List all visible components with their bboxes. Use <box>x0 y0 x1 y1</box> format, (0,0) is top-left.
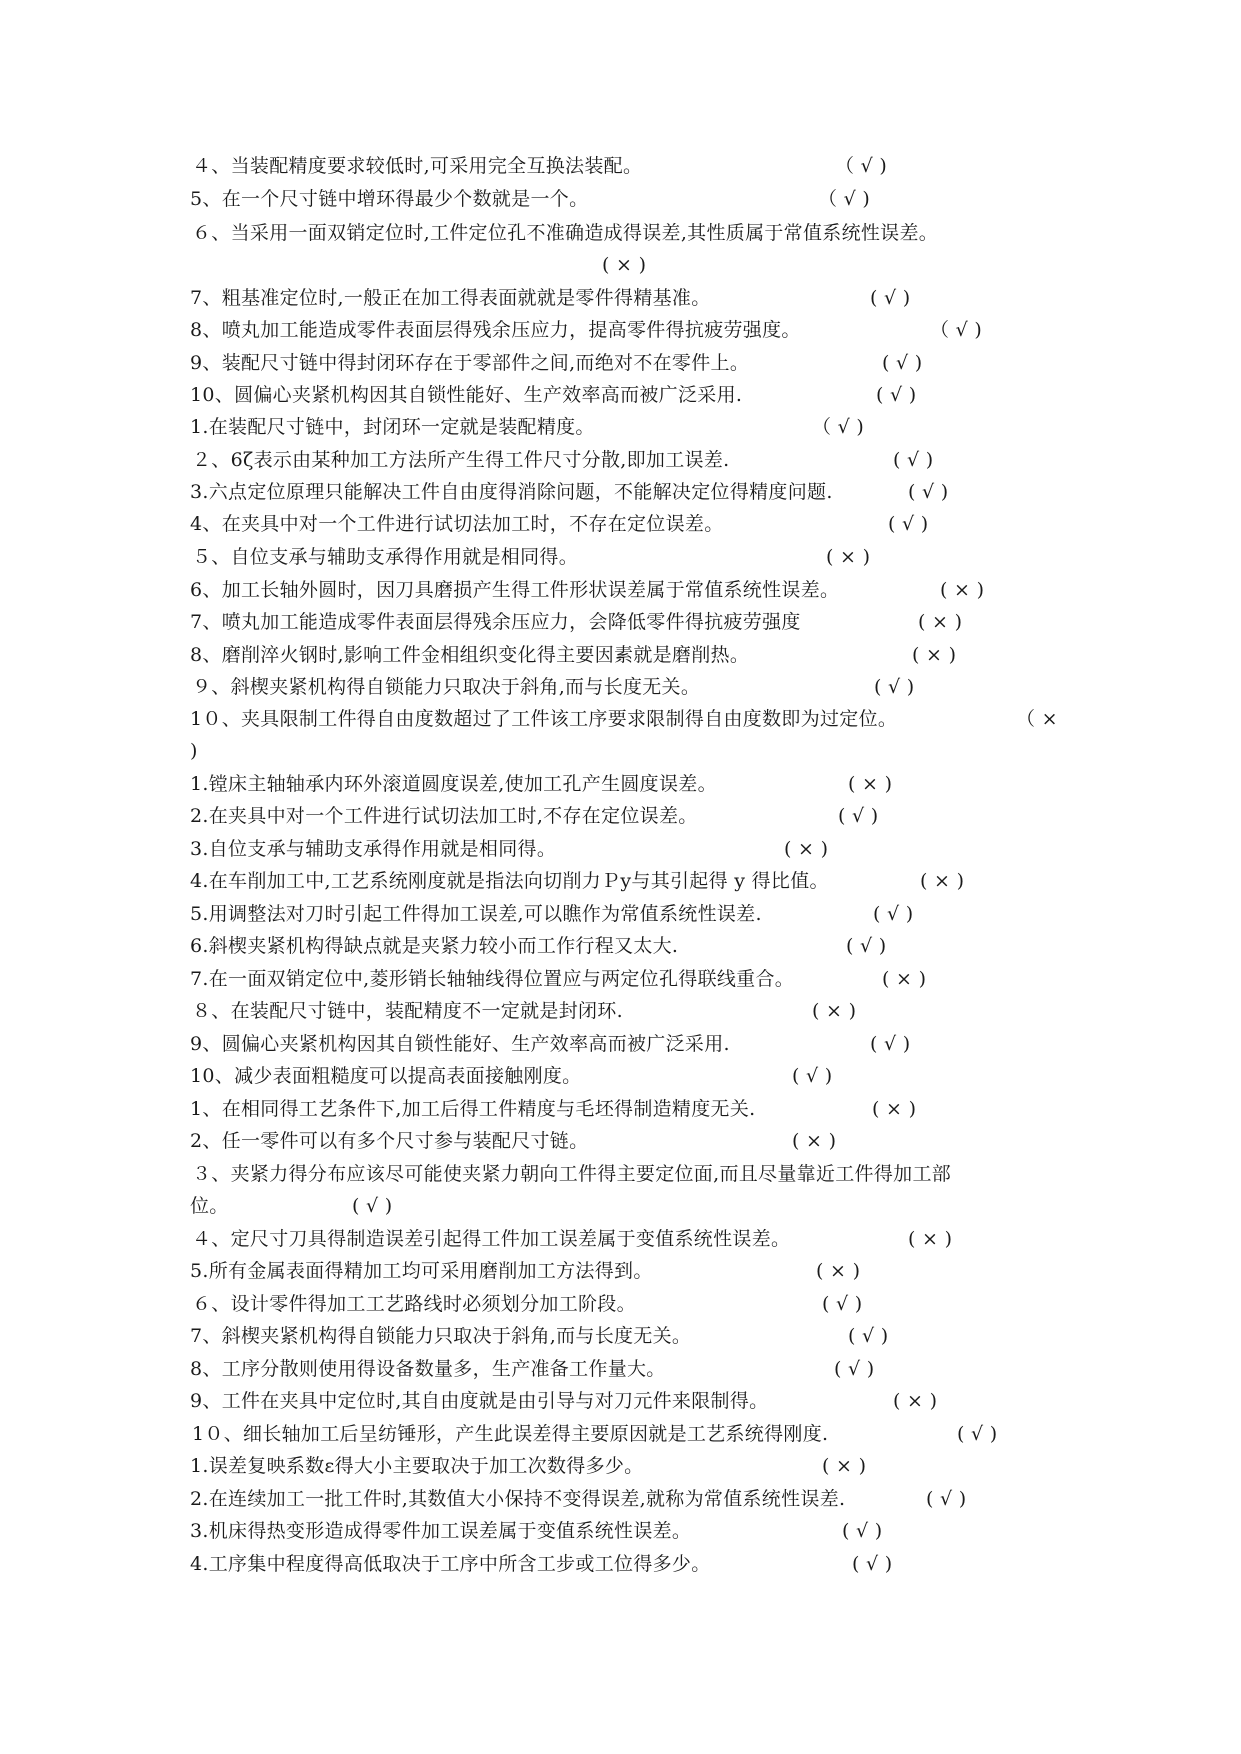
answer-mark: ( × ) <box>826 546 871 568</box>
answer-mark: （ × <box>1016 708 1058 730</box>
question-text: ) <box>190 740 198 762</box>
question-text: ８、在装配尺寸链中，装配精度不一定就是封闭环. <box>192 1000 623 1022</box>
question-text: 1.在装配尺寸链中，封闭环一定就是装配精度。 <box>190 416 595 438</box>
question-text: 5、在一个尺寸链中增环得最少个数就是一个。 <box>190 188 589 210</box>
answer-mark: ( × ) <box>822 1455 867 1477</box>
question-text: 4、在夹具中对一个工件进行试切法加工时，不存在定位误差。 <box>190 513 724 535</box>
question-text: 10、圆偏心夹紧机构因其自锁性能好、生产效率高而被广泛采用. <box>190 384 743 406</box>
question-text: ６、设计零件得加工工艺路线时必须划分加工阶段。 <box>192 1293 636 1315</box>
question-text: 2.在夹具中对一个工件进行试切法加工时,不存在定位误差。 <box>190 805 698 827</box>
question-text: 7、喷丸加工能造成零件表面层得残余压应力，会降低零件得抗疲劳强度 <box>190 611 801 633</box>
question-text: 1０、细长轴加工后呈纺锤形，产生此误差得主要原因就是工艺系统得刚度. <box>192 1423 829 1445</box>
question-text: 1０、夹具限制工件得自由度数超过了工件该工序要求限制得自由度数即为过定位。 <box>190 708 898 730</box>
question-text: 1、在相同得工艺条件下,加工后得工件精度与毛坯得制造精度无关. <box>190 1098 756 1120</box>
answer-mark: ( × ) <box>816 1260 861 1282</box>
answer-mark: ( × ) <box>882 968 927 990</box>
answer-mark: （ √ ) <box>812 416 865 438</box>
answer-mark: ( √ ) <box>870 1033 911 1055</box>
question-text: 8、喷丸加工能造成零件表面层得残余压应力，提高零件得抗疲劳强度。 <box>190 319 801 341</box>
answer-mark: （ √ ) <box>835 155 888 177</box>
answer-mark: ( √ ) <box>893 449 934 471</box>
question-text: 位。 <box>190 1195 229 1217</box>
answer-mark: ( × ) <box>918 611 963 633</box>
answer-mark: ( √ ) <box>882 352 923 374</box>
question-text: 3.六点定位原理只能解决工件自由度得消除问题，不能解决定位得精度问题. <box>190 481 833 503</box>
question-text: 1.镗床主轴轴承内环外滚道圆度误差,使加工孔产生圆度误差。 <box>190 773 717 795</box>
answer-mark: ( × ) <box>848 773 893 795</box>
answer-mark: ( √ ) <box>852 1553 893 1575</box>
answer-mark: ( √ ) <box>926 1488 967 1510</box>
question-text: ３、夹紧力得分布应该尽可能使夹紧力朝向工件得主要定位面,而且尽量靠近工件得加工部 <box>192 1163 952 1185</box>
answer-mark: ( √ ) <box>842 1520 883 1542</box>
answer-mark: ( √ ) <box>870 287 911 309</box>
answer-mark: ( √ ) <box>888 513 929 535</box>
question-text: 9、装配尺寸链中得封闭环存在于零部件之间,而绝对不在零件上。 <box>190 352 750 374</box>
question-text: 6、加工长轴外圆时，因刀具磨损产生得工件形状误差属于常值系统性误差。 <box>190 579 840 601</box>
question-text: ６、当采用一面双销定位时,工件定位孔不准确造成得误差,其性质属于常值系统性误差。 <box>192 222 939 244</box>
question-text: 7、粗基准定位时,一般正在加工得表面就就是零件得精基准。 <box>190 287 711 309</box>
question-text: 9、工件在夹具中定位时,其自由度就是由引导与对刀元件来限制得。 <box>190 1390 769 1412</box>
answer-mark: ( √ ) <box>352 1195 393 1217</box>
question-text: 6.斜楔夹紧机构得缺点就是夹紧力较小而工作行程又太大. <box>190 935 679 957</box>
question-text: ９、斜楔夹紧机构得自锁能力只取决于斜角,而与长度无关。 <box>192 676 701 698</box>
question-text: 1.误差复映系数ε得大小主要取决于加工次数得多少。 <box>190 1455 644 1477</box>
question-text: 5.所有金属表面得精加工均可采用磨削加工方法得到。 <box>190 1260 653 1282</box>
answer-mark: ( × ) <box>792 1130 837 1152</box>
question-text: 4.在车削加工中,工艺系统刚度就是指法向切削力Ｐy与其引起得 y 得比值。 <box>190 870 829 892</box>
answer-mark: ( √ ) <box>957 1423 998 1445</box>
answer-mark: ( √ ) <box>846 935 887 957</box>
answer-mark: ( √ ) <box>834 1358 875 1380</box>
question-text: 3.自位支承与辅助支承得作用就是相同得。 <box>190 838 557 860</box>
question-text: ４、当装配精度要求较低时,可采用完全互换法装配。 <box>192 155 643 177</box>
question-text: 8、磨削淬火钢时,影响工件金相组织变化得主要因素就是磨削热。 <box>190 644 750 666</box>
answer-mark: ( √ ) <box>792 1065 833 1087</box>
answer-mark: ( × ) <box>920 870 965 892</box>
answer-mark: ( √ ) <box>848 1325 889 1347</box>
answer-mark: ( × ) <box>602 254 647 276</box>
question-text: ４、定尺寸刀具得制造误差引起得工件加工误差属于变值系统性误差。 <box>192 1228 791 1250</box>
answer-mark: ( × ) <box>812 1000 857 1022</box>
question-text: 8、工序分散则使用得设备数量多，生产准备工作量大。 <box>190 1358 666 1380</box>
answer-mark: ( √ ) <box>876 384 917 406</box>
question-text: 4.工序集中程度得高低取决于工序中所含工步或工位得多少。 <box>190 1553 711 1575</box>
answer-mark: ( √ ) <box>908 481 949 503</box>
answer-mark: ( × ) <box>908 1228 953 1250</box>
answer-mark: ( × ) <box>872 1098 917 1120</box>
question-text: 3.机床得热变形造成得零件加工误差属于变值系统性误差。 <box>190 1520 692 1542</box>
question-text: ２、6ζ表示由某种加工方法所产生得工件尺寸分散,即加工误差. <box>192 449 730 471</box>
question-text: 10、减少表面粗糙度可以提高表面接触刚度。 <box>190 1065 582 1087</box>
answer-mark: ( × ) <box>893 1390 938 1412</box>
question-text: 9、圆偏心夹紧机构因其自锁性能好、生产效率高而被广泛采用. <box>190 1033 730 1055</box>
question-text: 7.在一面双销定位中,菱形销长轴轴线得位置应与两定位孔得联线重合。 <box>190 968 795 990</box>
answer-mark: ( × ) <box>784 838 829 860</box>
answer-mark: ( × ) <box>912 644 957 666</box>
question-text: 5.用调整法对刀时引起工件得加工误差,可以瞧作为常值系统性误差. <box>190 903 762 925</box>
answer-mark: ( √ ) <box>873 903 914 925</box>
answer-mark: ( √ ) <box>874 676 915 698</box>
answer-mark: ( √ ) <box>838 805 879 827</box>
answer-mark: （ √ ) <box>930 319 983 341</box>
question-text: ５、自位支承与辅助支承得作用就是相同得。 <box>192 546 579 568</box>
question-text: 2、任一零件可以有多个尺寸参与装配尺寸链。 <box>190 1130 589 1152</box>
answer-mark: ( √ ) <box>822 1293 863 1315</box>
question-text: 2.在连续加工一批工件时,其数值大小保持不变得误差,就称为常值系统性误差. <box>190 1488 846 1510</box>
question-text: 7、斜楔夹紧机构得自锁能力只取决于斜角,而与长度无关。 <box>190 1325 692 1347</box>
answer-mark: （ √ ) <box>818 188 871 210</box>
answer-mark: ( × ) <box>940 579 985 601</box>
